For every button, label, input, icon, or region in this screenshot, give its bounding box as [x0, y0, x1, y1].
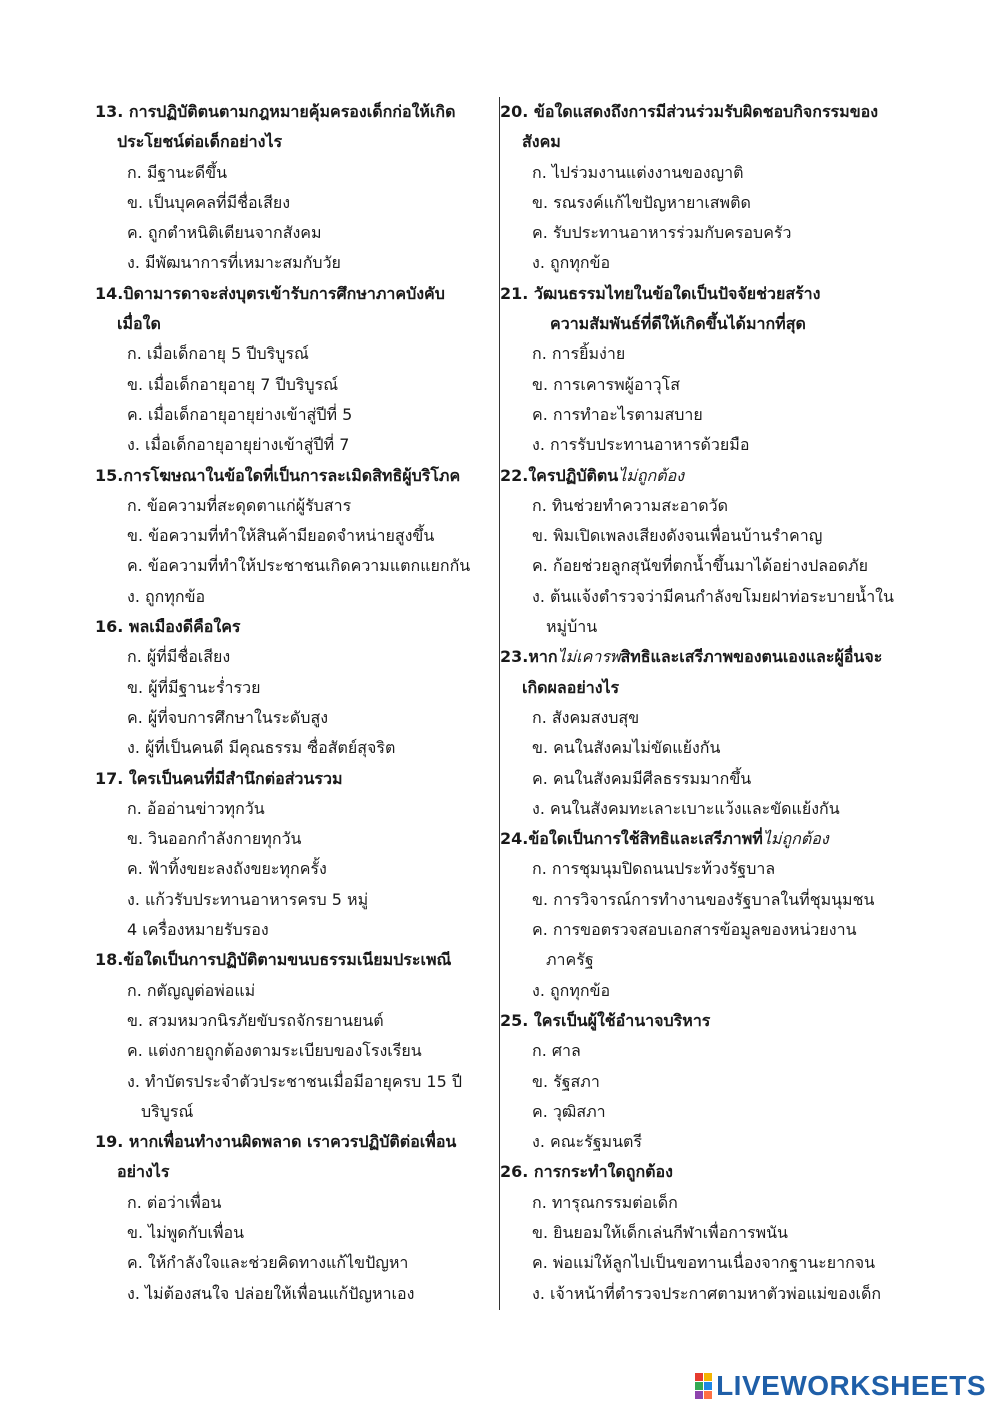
line-text: ข. การเคารพผู้อาวุโส	[532, 374, 680, 394]
line-text: ง. เมื่อเด็กอายุอายุย่างเข้าสู่ปีที่ 7	[127, 435, 350, 455]
line-text: ก. อ้ออ่านข่าวทุกวัน	[127, 798, 265, 818]
answer-option	[95, 1067, 495, 1097]
answer-option	[95, 582, 495, 612]
line-text: ข. เมื่อเด็กอายุอายุ 7 ปีบริบูรณ์	[127, 374, 339, 394]
brand-name: LIVEWORKSHEETS	[716, 1370, 986, 1401]
question-title	[500, 461, 905, 491]
logo-tile	[695, 1391, 703, 1399]
answer-option	[500, 1188, 905, 1218]
line-text: อย่างไร	[117, 1162, 170, 1182]
answer-option	[95, 1279, 495, 1309]
line-text: ข. พิมเปิดเพลงเสียงดังจนเพื่อนบ้านรำคาญ	[532, 526, 823, 546]
line-text: ข. สวมหมวกนิรภัยขับรถจักรยานยนต์	[127, 1010, 384, 1030]
answer-option	[95, 854, 495, 884]
answer-option	[500, 158, 905, 188]
line-text: ข. รัฐสภา	[532, 1071, 600, 1091]
line-text-after: สิทธิและเสรีภาพของตนเองและผู้อื่นจะ	[620, 647, 883, 667]
line-text: ข. เป็นบุคคลที่มีชื่อเสียง	[127, 192, 291, 212]
answer-option	[95, 794, 495, 824]
question-title	[500, 97, 905, 127]
answer-option	[95, 188, 495, 218]
answer-option	[95, 1188, 495, 1218]
answer-option	[95, 1036, 495, 1066]
line-text: ค. ถูกตำหนิติเตียนจากสังคม	[127, 223, 322, 243]
answer-option	[500, 1127, 905, 1157]
line-text: ข. ผู้ที่มีฐานะร่ำรวย	[127, 677, 261, 697]
answer-option	[500, 1067, 905, 1097]
line-text: ก. สังคมสงบสุข	[532, 707, 640, 727]
line-text: เกิดผลอย่างไร	[522, 677, 620, 697]
question-title	[95, 612, 495, 642]
right-column	[500, 97, 905, 1309]
answer-option	[95, 521, 495, 551]
emphasis-text: ไม่ถูกต้อง	[618, 465, 685, 485]
answer-option	[95, 733, 495, 763]
answer-option	[95, 400, 495, 430]
answer-option	[500, 854, 905, 884]
answer-option	[500, 370, 905, 400]
answer-option	[500, 218, 905, 248]
answer-option	[500, 339, 905, 369]
question-title	[500, 1006, 905, 1036]
answer-option	[95, 673, 495, 703]
line-text: 15.การโฆษณาในข้อใดที่เป็นการละเมิดสิทธิผู้บริโภค	[95, 465, 461, 485]
line-text: ง. คณะรัฐมนตรี	[532, 1132, 643, 1152]
line-text: ง. เจ้าหน้าที่ตำรวจประกาศตามหาตัวพ่อแม่ของเด็ก	[532, 1283, 882, 1303]
line-text: 14.บิดามารดาจะส่งบุตรเข้ารับการศึกษาภาคบังคับ	[95, 283, 445, 303]
line-text: ข. คนในสังคมไม่ขัดแย้งกัน	[532, 738, 721, 758]
line-text: ก. ต่อว่าเพื่อน	[127, 1192, 222, 1212]
answer-option	[500, 1279, 905, 1309]
logo-tile	[695, 1382, 703, 1390]
line-text: ก. ทารุณกรรมต่อเด็ก	[532, 1192, 678, 1212]
question-title-continued	[500, 673, 905, 703]
line-text: ค. คนในสังคมมีศีลธรรมมากขึ้น	[532, 768, 752, 788]
emphasis-text: ไม่ถูกต้อง	[762, 829, 829, 849]
line-text: ข. ข้อความที่ทำให้สินค้ามียอดจำหน่ายสูงขึ้น	[127, 526, 435, 546]
answer-option	[95, 1006, 495, 1036]
answer-option	[500, 794, 905, 824]
answer-option	[95, 430, 495, 460]
left-column	[95, 97, 495, 1309]
line-text: ค. เมื่อเด็กอายุอายุย่างเข้าสู่ปีที่ 5	[127, 404, 353, 424]
answer-option	[500, 733, 905, 763]
question-title	[95, 461, 495, 491]
line-text: ค. วุฒิสภา	[532, 1101, 606, 1121]
answer-option	[95, 551, 495, 581]
line-text: ง. ผู้ที่เป็นคนดี มีคุณธรรม ซื่อสัตย์สุจริต	[127, 738, 396, 758]
line-text: 21. วัฒนธรรมไทยในข้อใดเป็นปัจจัยช่วยสร้าง	[500, 283, 821, 303]
answer-option	[500, 1097, 905, 1127]
logo-tile	[704, 1391, 712, 1399]
line-text: ง. ไม่ต้องสนใจ ปล่อยให้เพื่อนแก้ปัญหาเอง	[127, 1283, 415, 1303]
line-text: ง. มีพัฒนาการที่เหมาะสมกับวัย	[127, 253, 341, 273]
line-text: ข. ยินยอมให้เด็กเล่นกีฬาเพื่อการพนัน	[532, 1222, 788, 1242]
answer-option-continued	[500, 945, 905, 975]
line-text: บริบูรณ์	[141, 1101, 194, 1121]
answer-option	[500, 248, 905, 278]
answer-option	[95, 339, 495, 369]
line-text: 20. ข้อใดแสดงถึงการมีส่วนร่วมรับผิดชอบกิจกรรมของ	[500, 102, 879, 121]
line-text: ก. การชุมนุมปิดถนนประท้วงรัฐบาล	[532, 859, 776, 879]
line-text: ข. รณรงค์แก้ไขปัญหายาเสพติด	[532, 192, 751, 212]
answer-option	[500, 400, 905, 430]
question-title-continued	[95, 1157, 495, 1187]
line-text: ข. ไม่พูดกับเพื่อน	[127, 1222, 245, 1242]
answer-option-continued	[95, 1097, 495, 1127]
answer-option	[95, 370, 495, 400]
answer-option	[500, 703, 905, 733]
line-text: ค. ผู้ที่จบการศึกษาในระดับสูง	[127, 707, 329, 727]
line-text: ก. ผู้ที่มีชื่อเสียง	[127, 647, 231, 667]
question-title	[500, 279, 905, 309]
answer-option	[500, 764, 905, 794]
line-text: ข. วินออกกำลังกายทุกวัน	[127, 829, 302, 849]
line-text: 25. ใครเป็นผู้ใช้อำนาจบริหาร	[500, 1010, 711, 1030]
line-text: ก. มีฐานะดีขึ้น	[127, 162, 228, 182]
answer-option	[95, 1248, 495, 1278]
question-title	[95, 97, 495, 127]
answer-option	[95, 1218, 495, 1248]
line-text: ค. แต่งกายถูกต้องตามระเบียบของโรงเรียน	[127, 1041, 422, 1061]
line-text: ง. ทำบัตรประจำตัวประชาชนเมื่อมีอายุครบ 15 ปี	[127, 1071, 462, 1091]
line-text: เมื่อใด	[117, 314, 161, 334]
line-text: 22.ใครปฏิบัติตน	[500, 465, 619, 485]
line-text: 19. หากเพื่อนทำงานผิดพลาด เราควรปฏิบัติต่อเพื่อน	[95, 1132, 457, 1152]
answer-option	[95, 915, 495, 945]
answer-option	[500, 976, 905, 1006]
answer-option	[95, 642, 495, 672]
line-text: ก. ข้อความที่สะดุดตาแก่ผู้รับสาร	[127, 495, 352, 515]
line-text: ค. ให้กำลังใจและช่วยคิดทางแก้ไขปัญหา	[127, 1253, 409, 1273]
answer-option	[95, 158, 495, 188]
answer-option	[95, 491, 495, 521]
line-text: ค. รับประทานอาหารร่วมกับครอบครัว	[532, 223, 792, 243]
question-title-continued	[500, 309, 905, 339]
line-text: ภาครัฐ	[546, 950, 594, 970]
line-text: ง. แก้วรับประทานอาหารครบ 5 หมู่	[127, 889, 369, 909]
line-text: ประโยชน์ต่อเด็กอย่างไร	[117, 132, 283, 152]
question-title	[95, 279, 495, 309]
answer-option-continued	[500, 612, 905, 642]
line-text: 24.ข้อใดเป็นการใช้สิทธิและเสรีภาพที่	[500, 829, 763, 849]
answer-option	[500, 1036, 905, 1066]
question-title-continued	[95, 127, 495, 157]
question-title-continued	[500, 127, 905, 157]
logo-tile	[704, 1382, 712, 1390]
line-text: ค. พ่อแม่ให้ลูกไปเป็นขอทานเนื่องจากฐานะยากจน	[532, 1253, 876, 1273]
answer-option	[95, 703, 495, 733]
liveworksheets-logo-icon	[695, 1373, 712, 1399]
line-text: ง. ถูกทุกข้อ	[127, 586, 206, 606]
answer-option	[500, 521, 905, 551]
logo-tile	[704, 1373, 712, 1381]
line-text: ง. ถูกทุกข้อ	[532, 253, 611, 273]
question-title	[500, 1157, 905, 1187]
answer-option	[95, 248, 495, 278]
question-title	[95, 764, 495, 794]
line-text: ก. ไปร่วมงานแต่งงานของญาติ	[532, 162, 744, 182]
footer-brand[interactable]	[695, 1368, 986, 1404]
line-text: 26. การกระทำใดถูกต้อง	[500, 1162, 673, 1182]
question-title	[95, 945, 495, 975]
answer-option	[95, 218, 495, 248]
line-text: ค. การขอตรวจสอบเอกสารข้อมูลของหน่วยงาน	[532, 920, 857, 940]
answer-option	[500, 915, 905, 945]
line-text: ก. ทินช่วยทำความสะอาดวัด	[532, 495, 729, 515]
question-title	[500, 642, 905, 672]
line-text: 18.ข้อใดเป็นการปฏิบัติตามขนบธรรมเนียมประเพณี	[95, 950, 452, 970]
line-text: ก. กตัญญูต่อพ่อแม่	[127, 980, 256, 1000]
emphasis-text: ไม่เคารพ	[557, 647, 621, 667]
answer-option	[500, 551, 905, 581]
answer-option	[95, 976, 495, 1006]
line-text: 23.หาก	[500, 647, 558, 667]
line-text: ก. เมื่อเด็กอายุ 5 ปีบริบูรณ์	[127, 344, 309, 364]
answer-option	[500, 1248, 905, 1278]
line-text: 17. ใครเป็นคนที่มีสำนึกต่อส่วนรวม	[95, 768, 343, 788]
line-text: ง. คนในสังคมทะเลาะเบาะแว้งและขัดแย้งกัน	[532, 798, 840, 818]
answer-option	[95, 824, 495, 854]
line-text: ข. การวิจารณ์การทำงานของรัฐบาลในที่ชุมนุมชน	[532, 889, 875, 909]
answer-option	[95, 885, 495, 915]
answer-option	[500, 188, 905, 218]
line-text: ง. ถูกทุกข้อ	[532, 980, 611, 1000]
line-text: ค. ก้อยช่วยลูกสุนัขที่ตกน้ำขึ้นมาได้อย่างปลอดภัย	[532, 556, 868, 576]
line-text: ง. ต้นแจ้งตำรวจว่ามีคนกำลังขโมยฝาท่อระบายน้ำใน	[532, 586, 894, 606]
answer-option	[500, 885, 905, 915]
answer-option	[500, 491, 905, 521]
line-text: ค. ข้อความที่ทำให้ประชาชนเกิดความแตกแยกกัน	[127, 556, 471, 576]
answer-option	[500, 430, 905, 460]
line-text: ง. การรับประทานอาหารด้วยมือ	[532, 435, 750, 455]
line-text: 4 เครื่องหมายรับรอง	[127, 920, 269, 940]
question-title	[95, 1127, 495, 1157]
answer-option	[500, 582, 905, 612]
line-text: หมู่บ้าน	[546, 617, 598, 637]
line-text: ค. การทำอะไรตามสบาย	[532, 404, 703, 424]
line-text: ก. การยิ้มง่าย	[532, 344, 626, 364]
line-text: ค. ฟ้าทิ้งขยะลงถังขยะทุกครั้ง	[127, 859, 327, 879]
answer-option	[500, 1218, 905, 1248]
line-text: ความสัมพันธ์ที่ดีให้เกิดขึ้นได้มากที่สุด	[550, 314, 806, 334]
question-title	[500, 824, 905, 854]
line-text: สังคม	[522, 132, 561, 152]
line-text: 16. พลเมืองดีคือใคร	[95, 617, 241, 637]
logo-tile	[695, 1373, 703, 1381]
line-text: ก. ศาล	[532, 1041, 581, 1061]
line-text: 13. การปฏิบัติตนตามกฎหมายคุ้มครองเด็กก่อให้เกิด	[95, 102, 456, 121]
question-title-continued	[95, 309, 495, 339]
